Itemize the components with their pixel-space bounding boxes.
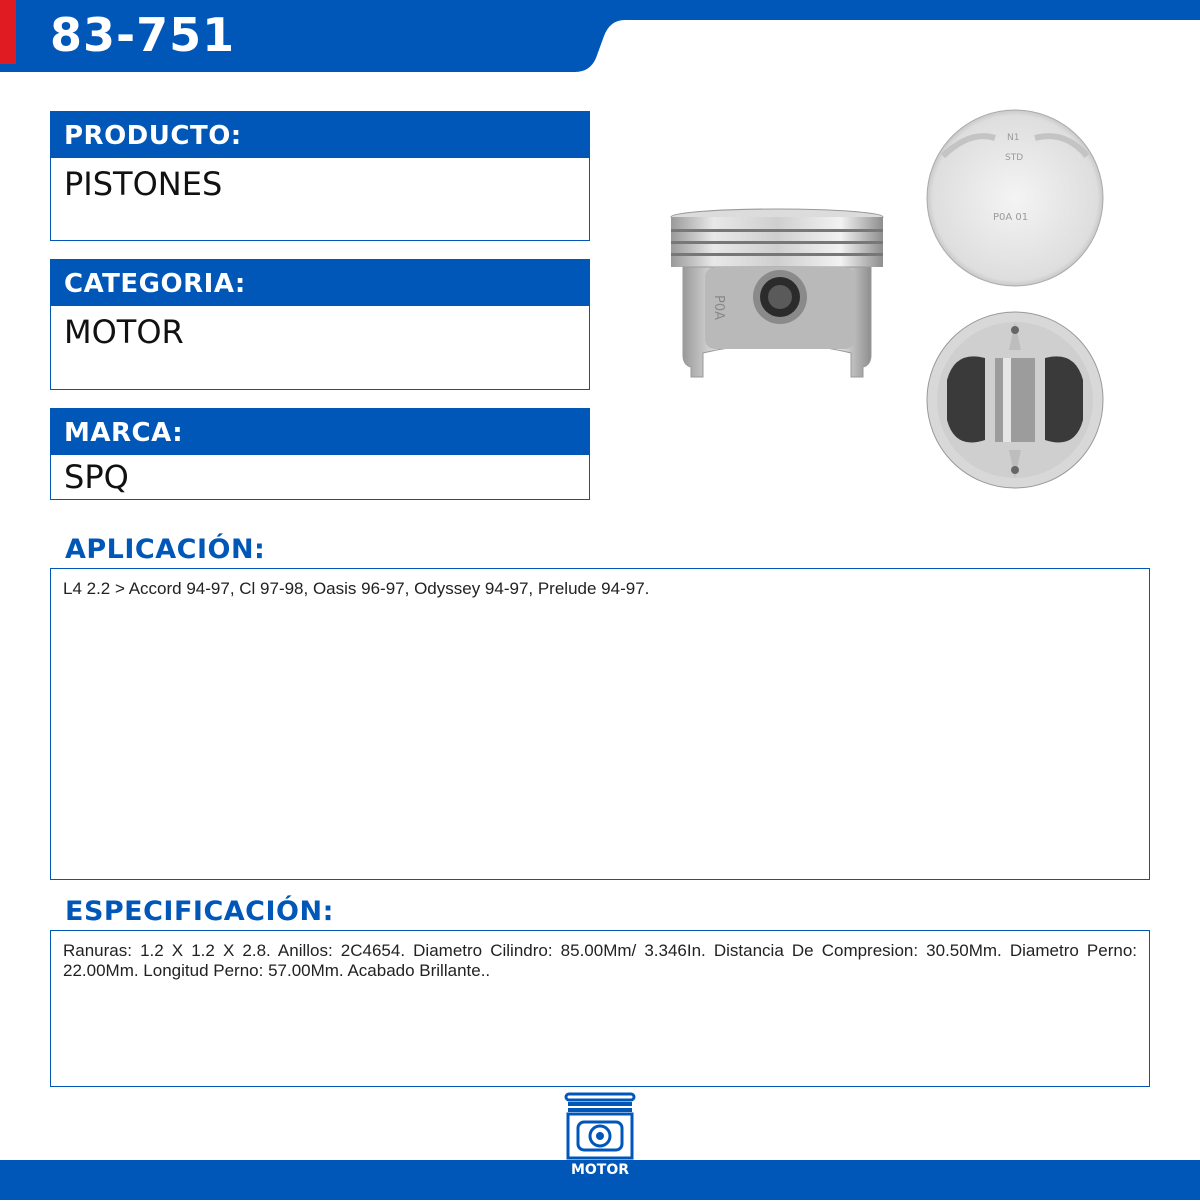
piston-side-photo — [665, 205, 890, 389]
piston-icon — [566, 1094, 634, 1158]
application-title: APLICACIÓN: — [65, 534, 266, 565]
brand-value: SPQ — [64, 458, 129, 496]
category-value: MOTOR — [64, 313, 184, 351]
motor-category-badge — [552, 1088, 648, 1200]
category-label: CATEGORIA: — [51, 260, 589, 306]
brand-box — [50, 408, 590, 500]
brand-label: MARCA: — [51, 409, 589, 455]
specification-box — [50, 930, 1150, 1087]
product-label: PRODUCTO: — [51, 112, 589, 158]
crown-marking-1: N1 — [1007, 133, 1020, 143]
specification-title: ESPECIFICACIÓN: — [65, 896, 334, 927]
part-number: 83-751 — [50, 8, 236, 62]
category-box — [50, 259, 590, 390]
crown-marking-3: P0A 01 — [993, 212, 1029, 223]
piston-crown-photo — [925, 108, 1105, 292]
product-value: PISTONES — [64, 165, 223, 203]
product-box — [50, 111, 590, 241]
piston-underside-photo — [925, 310, 1105, 494]
crown-marking-2: STD — [1005, 153, 1024, 163]
application-text: L4 2.2 > Accord 94-97, Cl 97-98, Oasis 96-97, Odyssey 94-97, Prelude 94-97. — [63, 579, 650, 598]
application-box — [50, 568, 1150, 880]
motor-badge-label: MOTOR — [570, 1162, 630, 1178]
svg-text:P0A: P0A — [711, 295, 726, 321]
specification-text: Ranuras: 1.2 X 1.2 X 2.8. Anillos: 2C4654. Diametro Cilindro: 85.00Mm/ 3.346In. Distancia De Compresion: 30.50Mm. Diametro Perno: 22.00Mm. Longitud Perno: 57.00Mm. Acabado Brillante.. — [63, 941, 1137, 980]
